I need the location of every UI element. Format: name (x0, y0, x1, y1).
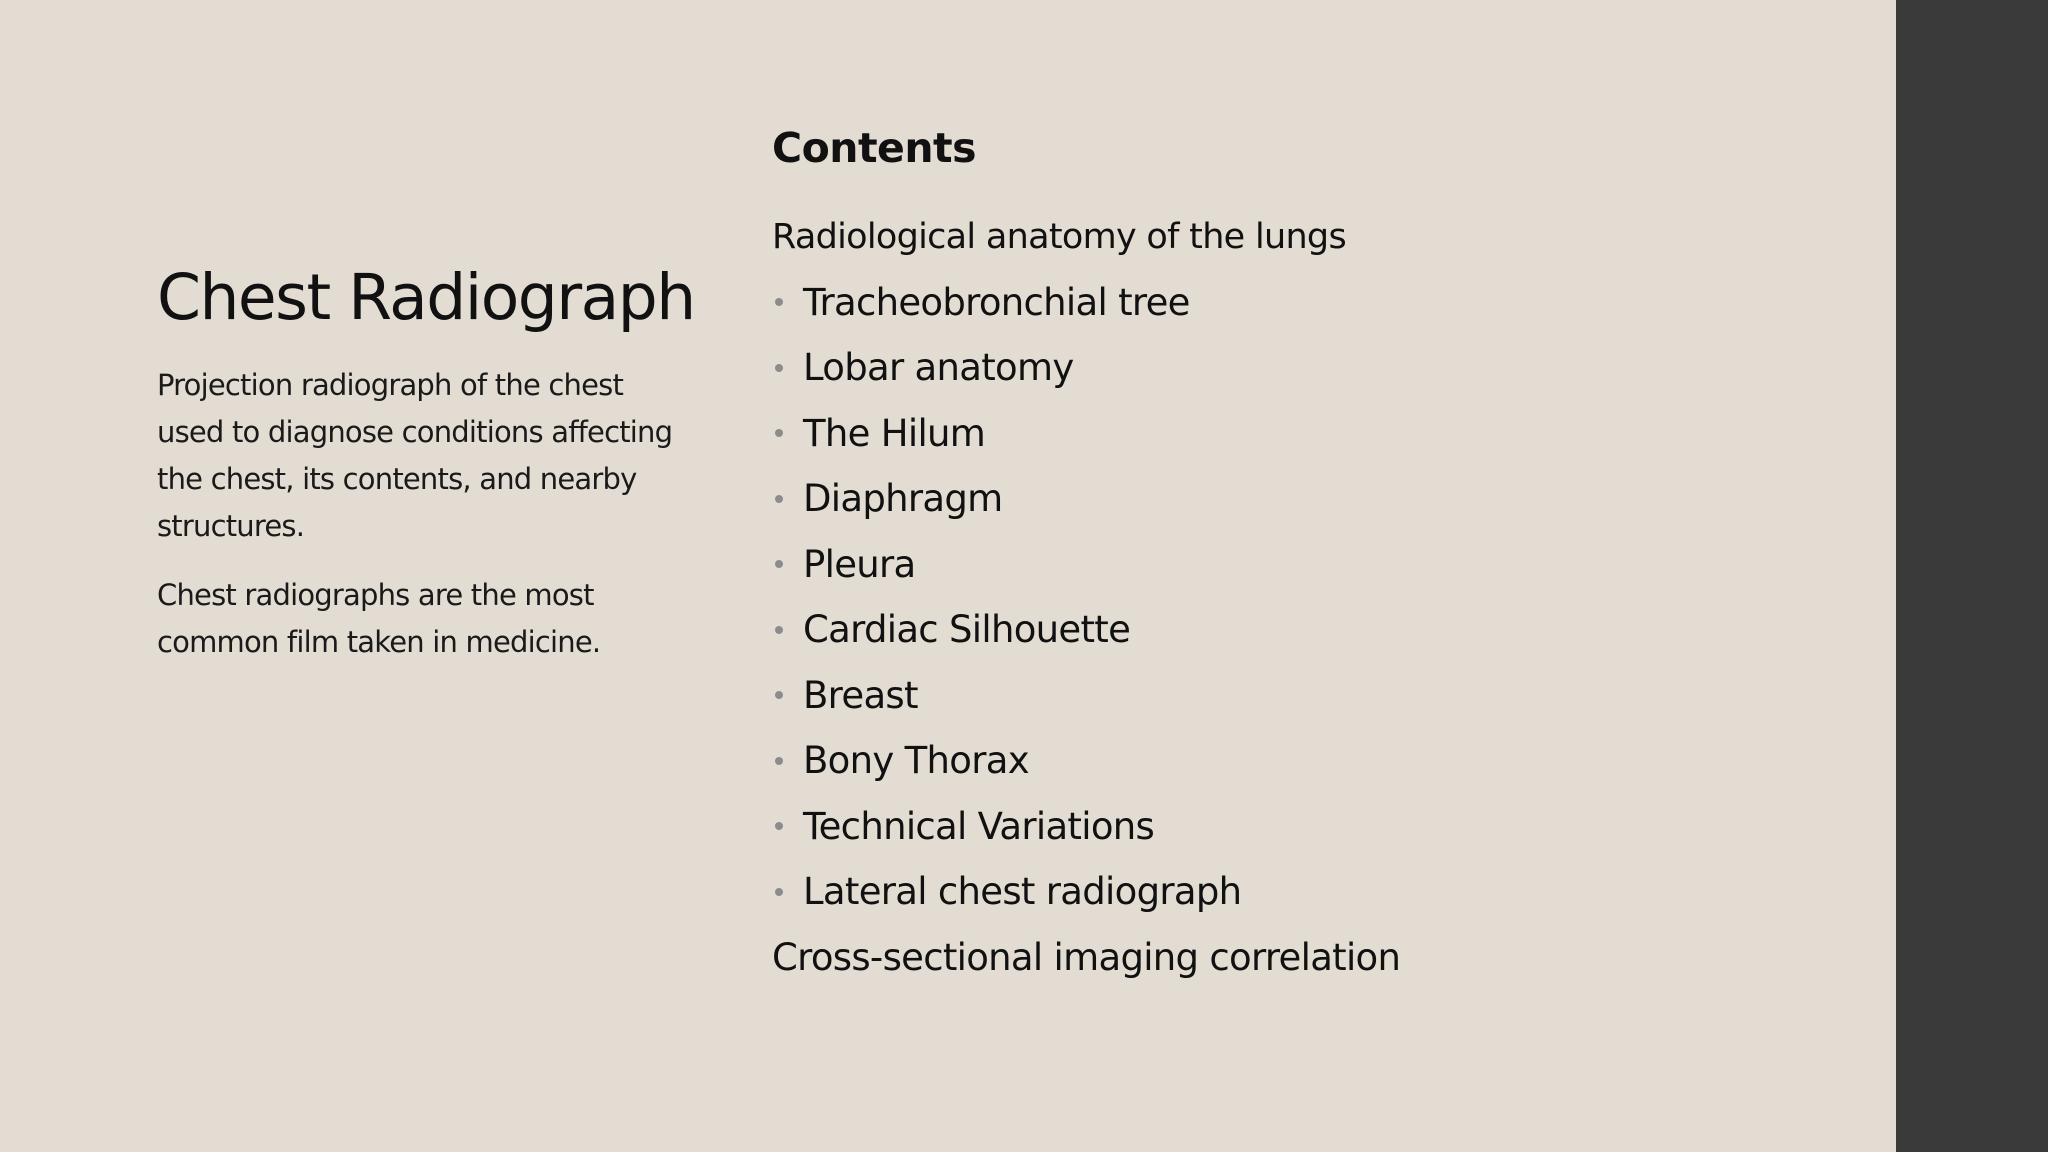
contents-item-pleura: Pleura (772, 532, 1852, 598)
slide-title: Chest Radiograph (157, 261, 695, 334)
description-paragraph-2: Chest radiographs are the most common film taken in medicine. (157, 578, 601, 659)
contents-item-lateral-chest-radiograph: Lateral chest radiograph (772, 859, 1852, 925)
contents-list (772, 204, 1852, 990)
contents-item-cardiac-silhouette: Cardiac Silhouette (772, 597, 1852, 663)
contents-item-tracheobronchial-tree: Tracheobronchial tree (772, 270, 1852, 336)
contents-item-hilum: The Hilum (772, 401, 1852, 467)
contents-item-lobar-anatomy: Lobar anatomy (772, 335, 1852, 401)
contents-item-breast: Breast (772, 663, 1852, 729)
contents-heading: Contents (772, 124, 977, 172)
contents-item-bony-thorax: Bony Thorax (772, 728, 1852, 794)
contents-item-cross-sectional-imaging: Cross-sectional imaging correlation (772, 935, 1401, 979)
side-band (1896, 0, 2048, 1152)
contents-item-technical-variations: Technical Variations (772, 794, 1852, 860)
slide-description (157, 362, 677, 688)
description-paragraph-1: Projection radiograph of the chest used to diagnose conditions affecting the chest, its contents, and nearby structures. (157, 368, 673, 543)
contents-item-diaphragm: Diaphragm (772, 466, 1852, 532)
contents-item-radiological-anatomy: Radiological anatomy of the lungs (772, 216, 1346, 257)
